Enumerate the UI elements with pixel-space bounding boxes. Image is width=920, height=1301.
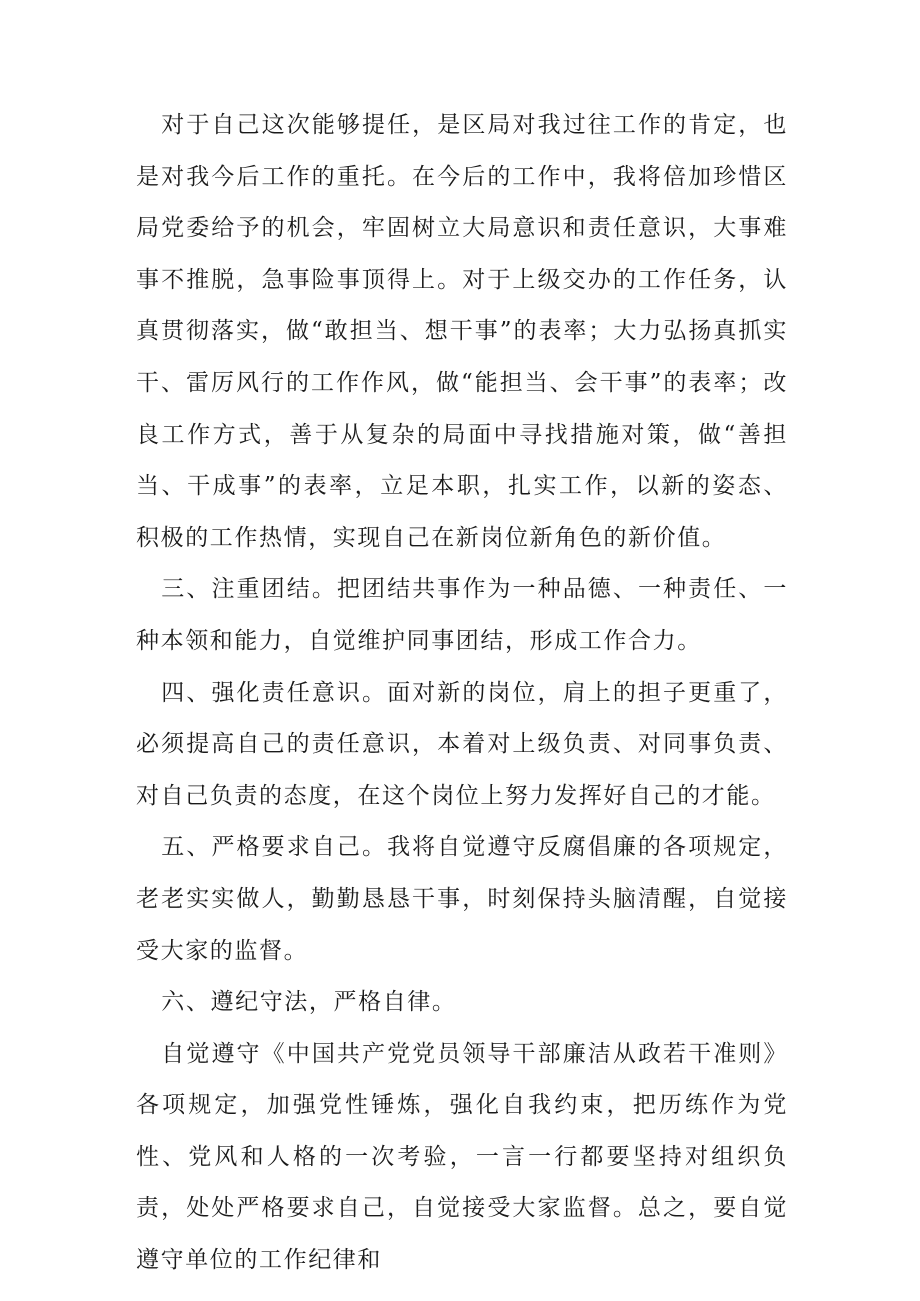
paragraph-promotion-commitment: 对于自己这次能够提任，是区局对我过往工作的肯定，也是对我今后工作的重托。在今后的工作中，我将倍加珍惜区局党委给予的机会，牢固树立大局意识和责任意识，大事难事不推脱，急事险事顶得上。对于上级交办的工作任务，认真贯彻落实，做“敢担当、想干事”的表率；大力弘扬真抓实干、雷厉风行的工作作风，做“能担当、会干事”的表率；改良工作方式，善于从复杂的局面中寻找措施对策，做“善担当、干成事”的表率，立足本职，扎实工作，以新的姿态、积极的工作热情，实现自己在新岗位新角色的新价值。 [136, 112, 788, 551]
paragraph-responsibility: 四、强化责任意识。面对新的岗位，肩上的担子更重了，必须提高自己的责任意识，本着对上级负责、对同事负责、对自己负责的态度，在这个岗位上努力发挥好自己的才能。 [136, 679, 788, 809]
paragraph-law-heading: 六、遵纪守法，严格自律。 [161, 989, 457, 1016]
paragraph-integrity-rules: 自觉遵守《中国共产党党员领导干部廉洁从政若干准则》各项规定，加强党性锤炼，强化自我约束，把历练作为党性、党风和人格的一次考验，一言一行都要坚持对组织负责，处处严格要求自己，自觉接受大家监督。总之，要自觉遵守单位的工作纪律和 [136, 1040, 788, 1274]
document-body [136, 100, 788, 1287]
paragraph-unity: 三、注重团结。把团结共事作为一种品德、一种责任、一种本领和能力，自觉维护同事团结，形成工作合力。 [136, 576, 788, 654]
paragraph-self-discipline: 五、严格要求自己。我将自觉遵守反腐倡廉的各项规定，老老实实做人，勤勤恳恳干事，时刻保持头脑清醒，自觉接受大家的监督。 [136, 834, 788, 964]
